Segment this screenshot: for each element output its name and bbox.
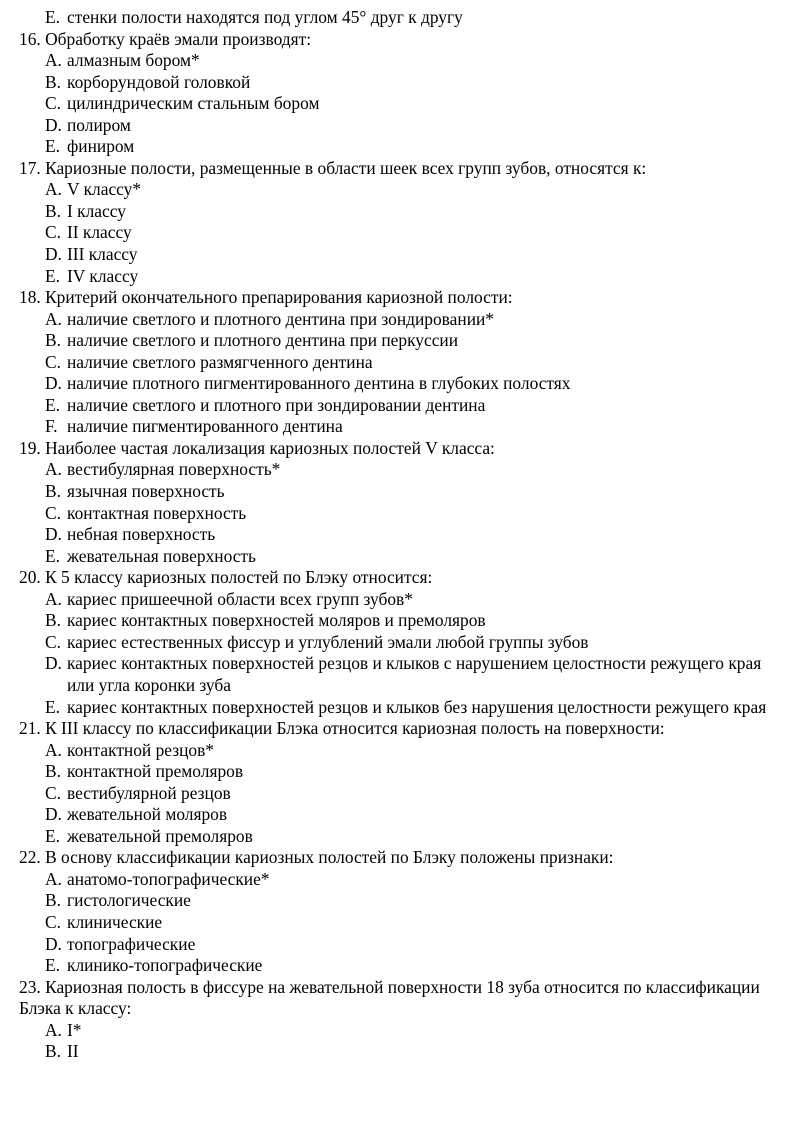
option-22-c: [19, 912, 784, 934]
option-letter: C.: [45, 502, 61, 523]
option-text: стенки полости находятся под углом 45° друг к другу: [67, 7, 463, 27]
option-letter: D.: [45, 244, 62, 265]
option-20-d: [19, 653, 784, 696]
option-text: анатомо-топографические*: [67, 868, 270, 889]
option-letter: F.: [45, 416, 58, 437]
option-letter: E.: [45, 825, 60, 846]
option-text: корборундовой головкой: [67, 71, 251, 92]
option-22-d: [19, 934, 784, 956]
option-18-f: [19, 416, 784, 438]
option-letter: D.: [45, 373, 62, 394]
option-19-a: [19, 459, 784, 481]
option-text: кариес контактных поверхностей моляров и премоляров: [67, 610, 486, 631]
option-21-a: [19, 740, 784, 762]
option-text: жевательной моляров: [67, 804, 228, 825]
question-19: 19. Наиболее частая локализация кариозных полостей V класса:: [19, 437, 495, 458]
option-19-e: [19, 546, 784, 568]
option-letter: B.: [45, 761, 61, 782]
option-text: наличие светлого и плотного при зондировании дентина: [67, 394, 486, 415]
option-text: контактной премоляров: [67, 761, 244, 782]
option-text: III классу: [67, 244, 138, 265]
option-text: топографические: [67, 933, 196, 954]
option-18-d: [19, 373, 784, 395]
option-23-b: [19, 1041, 784, 1063]
option-letter: A.: [45, 868, 62, 889]
question-22: 22. В основу классификации кариозных полостей по Блэку положены признаки:: [19, 847, 614, 868]
option-21-e: [19, 826, 784, 848]
option-letter: A.: [45, 308, 62, 329]
option-text: вестибулярной резцов: [67, 782, 231, 803]
option-text: финиром: [67, 136, 135, 157]
option-letter: B.: [45, 330, 61, 351]
option-text: контактная поверхность: [67, 502, 247, 523]
option-17-b: [19, 201, 784, 223]
option-letter: C.: [45, 782, 61, 803]
option-18-c: [19, 352, 784, 374]
option-16-a: [19, 50, 784, 72]
option-letter: C.: [45, 93, 61, 114]
option-letter: C.: [45, 222, 61, 243]
option-letter: D.: [45, 933, 62, 954]
option-text: II классу: [67, 222, 132, 243]
option-text: кариес естественных фиссур и углублений эмали любой группы зубов: [67, 631, 589, 652]
option-letter: D.: [45, 653, 62, 674]
option-text: небная поверхность: [67, 524, 216, 545]
option-text: наличие пигментированного дентина: [67, 416, 343, 437]
option-letter: A.: [45, 588, 62, 609]
option-letter: D.: [45, 804, 62, 825]
option-text: I классу: [67, 200, 126, 221]
option-16-e: [19, 136, 784, 158]
option-text: IV классу: [67, 265, 139, 286]
option-letter: E.: [45, 7, 60, 27]
option-letter: A.: [45, 1019, 62, 1040]
option-text: клинико-топографические: [67, 955, 263, 976]
option-prev-e: [19, 7, 784, 29]
option-letter: B.: [45, 610, 61, 631]
option-20-b: [19, 610, 784, 632]
option-letter: A.: [45, 50, 62, 71]
option-21-b: [19, 761, 784, 783]
option-text: наличие плотного пигментированного дентина в глубоких полостях: [67, 373, 571, 394]
option-20-c: [19, 632, 784, 654]
question-17: 17. Кариозные полости, размещенные в области шеек всех групп зубов, относятся к:: [19, 157, 647, 178]
option-text: кариес пришеечной области всех групп зубов*: [67, 588, 413, 609]
option-letter: E.: [45, 696, 60, 717]
option-18-e: [19, 395, 784, 417]
option-letter: E.: [45, 955, 60, 976]
option-letter: B.: [45, 200, 61, 221]
question-20: 20. К 5 классу кариозных полостей по Блэку относится:: [19, 567, 433, 588]
option-21-d: [19, 804, 784, 826]
option-letter: E.: [45, 265, 60, 286]
question-16: 16. Обработку краёв эмали производят:: [19, 28, 312, 49]
option-letter: D.: [45, 524, 62, 545]
option-letter: B.: [45, 481, 61, 502]
option-18-a: [19, 309, 784, 331]
option-letter: E.: [45, 545, 60, 566]
option-20-a: [19, 589, 784, 611]
option-17-c: [19, 222, 784, 244]
option-19-d: [19, 524, 784, 546]
option-text: клинические: [67, 911, 163, 932]
option-letter: C.: [45, 631, 61, 652]
option-text: гистологические: [67, 890, 191, 911]
option-18-b: [19, 330, 784, 352]
option-text: кариес контактных поверхностей резцов и клыков без нарушения целостности режущего края: [67, 696, 767, 717]
option-16-c: [19, 93, 784, 115]
option-22-a: [19, 869, 784, 891]
option-text: вестибулярная поверхность*: [67, 459, 281, 480]
option-16-b: [19, 72, 784, 94]
option-text: полиром: [67, 114, 131, 135]
option-text: язычная поверхность: [67, 481, 225, 502]
option-text: контактной резцов*: [67, 739, 214, 760]
option-21-c: [19, 783, 784, 805]
option-text: I*: [67, 1019, 82, 1040]
option-letter: E.: [45, 394, 60, 415]
option-16-d: [19, 115, 784, 137]
question-23: 23. Кариозная полость в фиссуре на жевательной поверхности 18 зуба относится по классификации Блэка к классу:: [19, 976, 760, 1019]
option-letter: E.: [45, 136, 60, 157]
option-text: II: [67, 1041, 79, 1062]
option-letter: C.: [45, 911, 61, 932]
option-19-c: [19, 503, 784, 525]
option-19-b: [19, 481, 784, 503]
option-letter: C.: [45, 351, 61, 372]
option-letter: D.: [45, 114, 62, 135]
question-21: 21. К III классу по классификации Блэка относится кариозная полость на поверхности:: [19, 718, 665, 739]
option-20-e: [19, 697, 784, 719]
option-text: кариес контактных поверхностей резцов и клыков с нарушением целостности режущего края или угла коронки зуба: [67, 653, 762, 695]
option-letter: B.: [45, 71, 61, 92]
option-letter: A.: [45, 179, 62, 200]
option-letter: B.: [45, 1041, 61, 1062]
option-22-b: [19, 890, 784, 912]
option-17-d: [19, 244, 784, 266]
option-text: жевательная поверхность: [67, 545, 256, 566]
question-18: 18. Критерий окончательного препарирования кариозной полости:: [19, 287, 513, 308]
option-text: цилиндрическим стальным бором: [67, 93, 320, 114]
option-17-e: [19, 266, 784, 288]
option-22-e: [19, 955, 784, 977]
option-text: наличие светлого и плотного дентина при зондировании*: [67, 308, 495, 329]
option-text: наличие светлого и плотного дентина при перкуссии: [67, 330, 459, 351]
option-text: V классу*: [67, 179, 142, 200]
option-text: жевательной премоляров: [67, 825, 253, 846]
option-letter: A.: [45, 459, 62, 480]
option-text: алмазным бором*: [67, 50, 200, 71]
option-17-a: [19, 179, 784, 201]
option-letter: B.: [45, 890, 61, 911]
option-text: наличие светлого размягченного дентина: [67, 351, 373, 372]
option-23-a: [19, 1020, 784, 1042]
option-letter: A.: [45, 739, 62, 760]
